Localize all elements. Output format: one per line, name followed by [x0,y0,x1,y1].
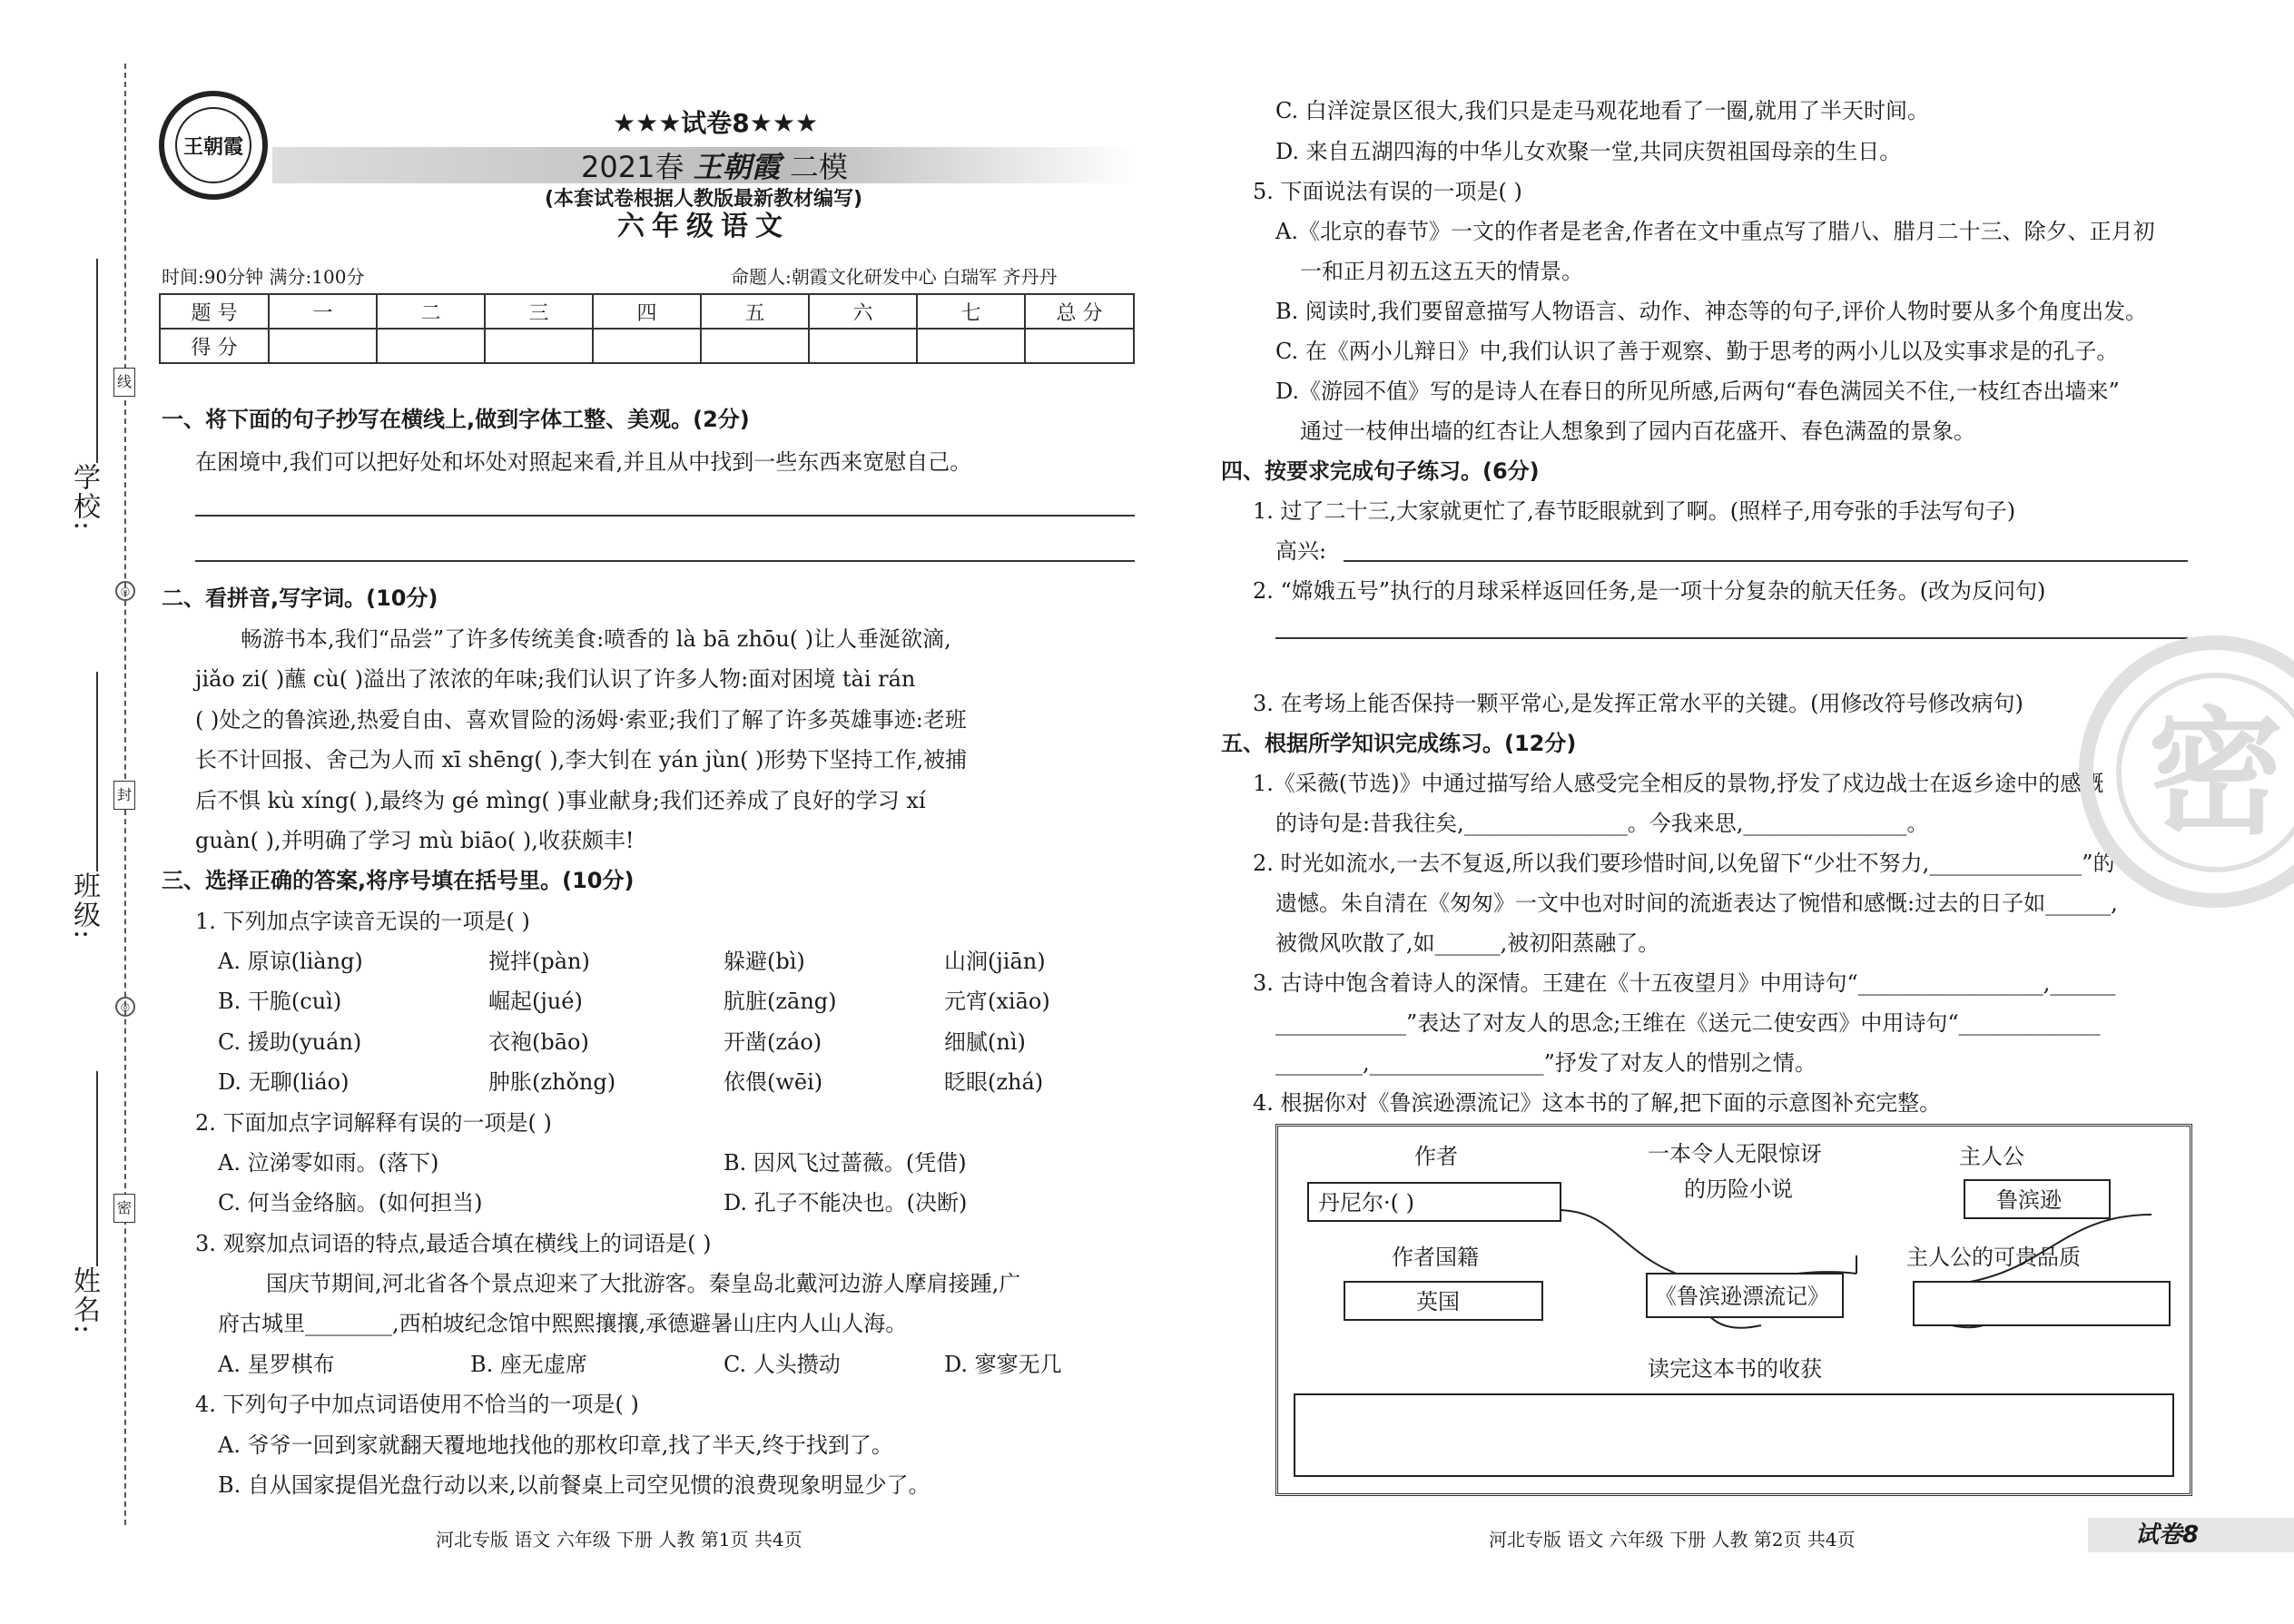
question-3-3: 3. 观察加点词语的特点,最适合填在横线上的词语是( ) [195,1231,712,1256]
question-4-2: 2. “嫦娥五号”执行的月球采样返回任务,是一项十分复杂的航天任务。(改为反问句) [1253,578,2046,604]
score-cell: 二 [377,294,485,329]
harvest-box[interactable] [1294,1393,2174,1477]
question-3-1: 1. 下列加点字读音无误的一项是( ) [195,909,530,934]
score-cell: 七 [917,294,1025,329]
option-c: C. 在《两小儿辩日》中,我们认识了善于观察、勤于思考的两小儿以及实事求是的孔子。 [1275,339,2119,364]
question-5-3-cont[interactable]: ____________”表达了对友人的思念;王维在《送元二使安西》中用诗句“_____________ [1275,1010,2101,1036]
question-3-2: 2. 下面加点字词解释有误的一项是( ) [195,1110,552,1136]
score-header-row [160,294,1134,329]
option-cell: D. 无聊(liáo) [218,1069,350,1095]
name-field[interactable] [96,1071,98,1266]
option-cell: 搅拌(pàn) [488,949,590,974]
section-4-heading: 四、按要求完成句子练习。(6分) [1221,458,1540,484]
author-label: 作者 [1414,1144,1458,1169]
option-b: B. 阅读时,我们要留意描写人物语言、动作、神态等的句子,评价人物时要从多个角度出发。 [1275,299,2148,324]
option-cell: 元宵(xiāo) [944,989,1050,1014]
option-b: B. 因风飞过蔷薇。(凭借) [724,1150,967,1176]
question-5-2[interactable]: 2. 时光如流水,一去不复返,所以我们要珍惜时间,以免留下“少壮不努力,______________”的 [1253,851,2115,876]
score-table [159,293,1135,364]
option-d: D. 来自五湖四海的中华儿女欢聚一堂,共同庆贺祖国母亲的生日。 [1275,139,1902,164]
binding-tag-feng: 封 [113,781,135,810]
name-label: 姓名: [68,1266,100,1336]
option-cell: 开凿(záo) [724,1029,822,1055]
binding-circle-icon: ◎ [115,581,135,601]
question-5-2-cont[interactable]: 被微风吹散了,如______,被初阳蒸融了。 [1275,930,1660,956]
option-cell: 肿胀(zhǒng) [488,1069,616,1095]
author-value: 丹尼尔·( ) [1318,1190,1414,1216]
option-cell: 细腻(nì) [944,1029,1026,1055]
book-title-box [1646,1273,1844,1318]
question-5-2-cont[interactable]: 遗憾。朱自清在《匆匆》一文中也对时间的流逝表达了惋惜和感慨:过去的日子如______, [1275,891,2118,916]
nationality-label: 作者国籍 [1392,1245,1479,1270]
option-d: D.《游园不值》写的是诗人在春日的所见所感,后两句“春色满园关不住,一枝红杏出墙来” [1275,379,2120,404]
question-5-4: 4. 根据你对《鲁滨逊漂流记》这本书的了解,把下面的示意图补充完整。 [1253,1090,1942,1116]
question-3-5: 5. 下面说法有误的一项是( ) [1253,179,1522,204]
option-cell: 衣袍(bāo) [488,1029,589,1055]
score-input[interactable] [593,329,701,363]
score-cell: 一 [269,294,377,329]
score-input[interactable] [809,329,917,363]
score-cell: 四 [593,294,701,329]
authors-info: 命题人:朝霞文化研发中心 白瑞军 齐丹丹 [731,266,1058,288]
q3-passage-line: 府古城里________,西柏坡纪念馆中熙熙攘攘,承德避暑山庄内人山人海。 [218,1311,908,1336]
exam-title [581,150,848,184]
nationality-value: 英国 [1416,1289,1460,1314]
score-input[interactable] [269,329,377,363]
option-a: A. 爷爷一回到家就翻天覆地地找他的那枚印章,找了半天,终于找到了。 [218,1432,893,1458]
option-b: B. 座无虚席 [470,1352,587,1377]
question-5-3[interactable]: 3. 古诗中饱含着诗人的深情。王建在《十五夜望月》中用诗句“_________________,______ [1253,970,2116,996]
option-a: A. 星罗棋布 [218,1352,335,1377]
q3-passage-line: 国庆节期间,河北省各个景点迎来了大批游客。秦皇岛北戴河边游人摩肩接踵,广 [266,1271,1021,1296]
question-5-3-cont[interactable]: ________,________________”抒发了对友人的惜别之情。 [1275,1050,1816,1076]
option-c: C. 人头攒动 [724,1352,841,1377]
answer-line[interactable] [1275,637,2188,639]
score-cell: 总 分 [1025,294,1134,329]
section-3-heading: 三、选择正确的答案,将序号填在括号里。(10分) [162,868,635,893]
option-cell: 崛起(jué) [488,989,583,1014]
score-input[interactable] [377,329,485,363]
option-a: A. 泣涕零如雨。(落下) [218,1150,439,1176]
option-cell: 依偎(wēi) [724,1069,823,1095]
copy-line-2[interactable] [195,560,1135,562]
brand-logo [159,91,268,200]
score-input[interactable] [485,329,593,363]
paper-number: ★★★试卷8★★★ [613,108,819,138]
corner-paper-no: 试卷8 [2135,1521,2200,1549]
quality-box[interactable] [1913,1281,2171,1326]
option-d-cont: 通过一枝伸出墙的红杏让人想象到了园内百花盛开、春色满盈的景象。 [1300,418,1975,444]
binding-circle-icon: ◎ [115,997,135,1017]
option-cell: 山涧(jiān) [944,949,1046,974]
option-a-cont: 一和正月初五这五天的情景。 [1300,259,1583,284]
question-3-4: 4. 下列句子中加点词语使用不恰当的一项是( ) [195,1392,639,1417]
pinyin-paragraph-line: ( )处之的鲁滨逊,热爱自由、喜欢冒险的汤姆·索亚;我们了解了许多英雄事迹:老班 [195,707,967,733]
question-4-3: 3. 在考场上能否保持一颗平常心,是发挥正常水平的关键。(用修改符号修改病句) [1253,691,2023,716]
pinyin-paragraph-line: guàn( ),并明确了学习 mù biāo( ),收获颇丰! [195,828,635,853]
book-desc-line-1: 一本令人无限惊讶 [1648,1141,1822,1166]
score-input[interactable] [1025,329,1134,363]
option-c: C. 何当金络脑。(如何担当) [218,1190,483,1216]
watermark-glyph: 密 [2116,673,2294,872]
option-cell: A. 原谅(liàng) [218,949,363,974]
section-1-heading: 一、将下面的句子抄写在横线上,做到字体工整、美观。(2分) [162,407,750,432]
title-prefix: 2021春 [581,150,684,184]
title-brand: 王朝霞 [693,150,781,184]
pinyin-paragraph-line: 长不计回报、舍己为人而 xī shēng( ),李大钊在 yán jùn( )形势下坚持工作,被捕 [195,747,968,773]
copy-sentence: 在困境中,我们可以把好处和坏处对照起来看,并且从中找到一些东西来宽慰自己。 [195,449,972,475]
section-2-heading: 二、看拼音,写字词。(10分) [162,586,438,611]
pinyin-paragraph-line: 后不惧 kù xíng( ),最终为 gé mìng( )事业献身;我们还养成了良好的学习 xí [195,788,926,813]
answer-line[interactable] [1344,560,2188,562]
option-cell: C. 援助(yuán) [218,1029,362,1055]
book-title: 《鲁滨逊漂流记》 [1655,1284,1829,1309]
brand-logo-text: 王朝霞 [175,107,251,183]
time-score-info: 时间:90分钟 满分:100分 [162,266,365,288]
section-5-heading: 五、根据所学知识完成练习。(12分) [1221,731,1577,756]
option-cell: 躲避(bì) [724,949,805,974]
binding-tag-xian: 线 [113,368,135,397]
score-value-row [160,329,1134,363]
question-5-1: 1.《采薇(节选)》中通过描写给人感受完全相反的景物,抒发了戍边战士在返乡途中的感慨 [1253,771,2104,796]
footer-right: 河北专版 语文 六年级 下册 人教 第2页 共4页 [1489,1529,1856,1550]
question-5-1-cont[interactable]: 的诗句是:昔我往矣,_______________。今我来思,_______________。 [1275,811,1929,836]
harvest-label: 读完这本书的收获 [1648,1356,1822,1382]
class-field[interactable] [96,672,98,871]
edition-note: (本套试卷根据人教版最新教材编写) [545,188,863,211]
school-field[interactable] [96,259,98,463]
option-cell: B. 干脆(cuì) [218,989,342,1014]
question-4-1: 1. 过了二十三,大家就更忙了,春节眨眼就到了啊。(照样子,用夸张的手法写句子) [1253,498,2016,524]
score-cell: 三 [485,294,593,329]
option-cell: 眨眼(zhá) [944,1069,1044,1095]
q4-1-lead: 高兴: [1275,538,1327,564]
author-box[interactable] [1307,1182,1561,1222]
score-cell: 六 [809,294,917,329]
option-d: D. 孔子不能决也。(决断) [724,1190,968,1216]
option-b: B. 自从国家提倡光盘行动以来,以前餐桌上司空见惯的浪费现象明显少了。 [218,1472,930,1498]
option-a: A.《北京的春节》一文的作者是老舍,作者在文中重点写了腊八、腊月二十三、除夕、正月初 [1275,219,2155,244]
score-cell: 五 [701,294,809,329]
pinyin-paragraph-line: 畅游书本,我们“品尝”了许多传统美食:喷香的 là bā zhōu( )让人垂涎欲滴, [241,626,951,652]
pinyin-paragraph-line: jiǎo zi( )蘸 cù( )溢出了浓浓的年味;我们认识了许多人物:面对困境 tài rán [195,666,916,692]
hero-box [1964,1179,2111,1219]
score-cell: 题 号 [160,294,269,329]
option-d: D. 寥寥无几 [944,1352,1062,1377]
option-c: C. 白洋淀景区很大,我们只是走马观花地看了一圈,就用了半天时间。 [1275,98,1930,123]
option-cell: 肮脏(zāng) [724,989,837,1014]
subject-title: 六年级语文 [617,211,790,242]
score-cell: 得 分 [160,329,269,363]
school-label: 学校: [68,463,100,533]
title-suffix: 二模 [789,150,848,184]
footer-left: 河北专版 语文 六年级 下册 人教 第1页 共4页 [436,1529,802,1550]
copy-line-1[interactable] [195,515,1135,517]
binding-tag-mi: 密 [113,1194,135,1223]
book-desc-line-2: 的历险小说 [1684,1176,1793,1202]
nationality-box [1344,1281,1543,1321]
score-input[interactable] [917,329,1025,363]
score-input[interactable] [701,329,809,363]
hero-value: 鲁滨逊 [1996,1187,2062,1213]
hero-label: 主人公 [1959,1144,2024,1169]
quality-label: 主人公的可贵品质 [1906,1245,2081,1270]
class-label: 班级: [68,871,100,941]
